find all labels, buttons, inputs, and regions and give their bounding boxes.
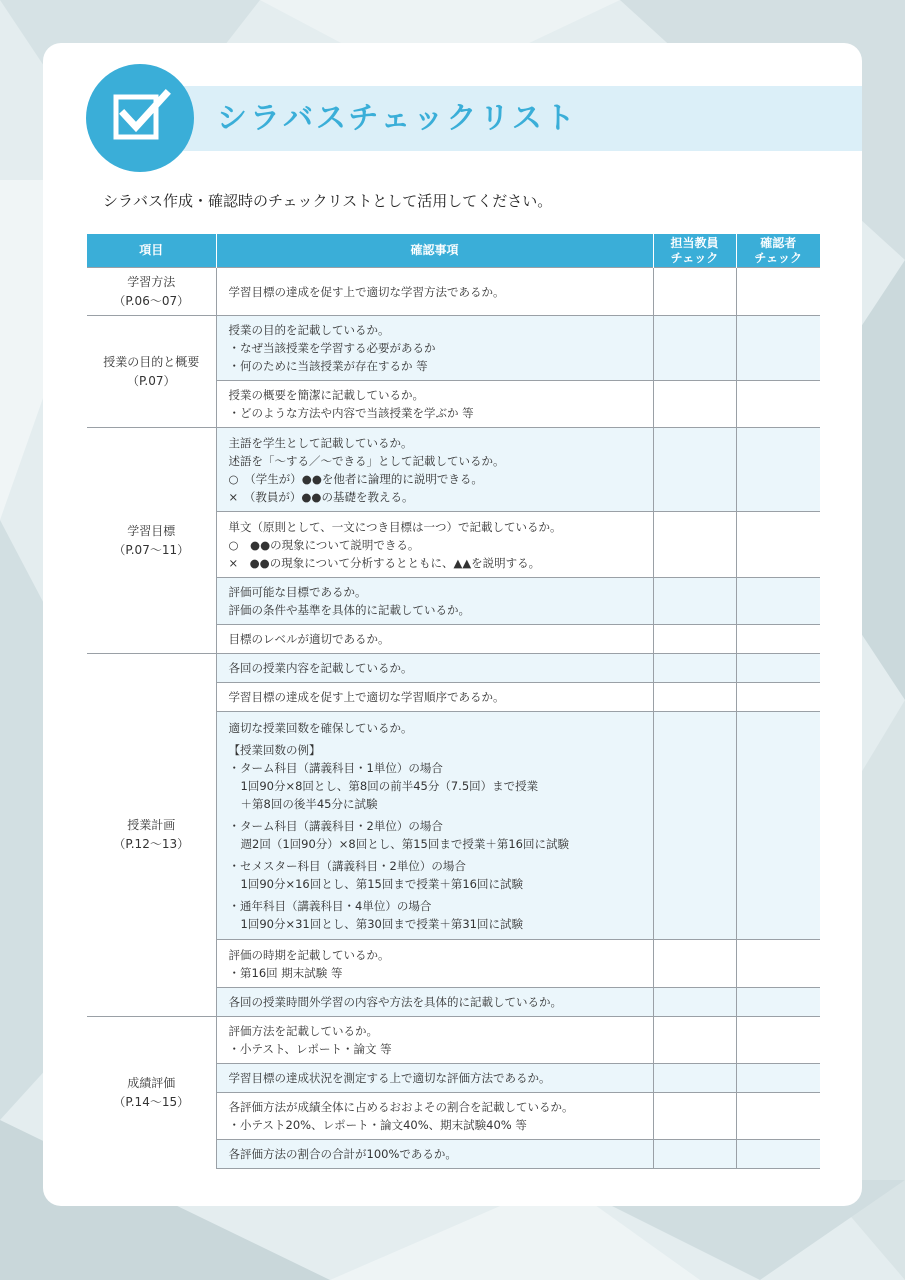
check-item-text: 授業の概要を簡潔に記載しているか。 [228, 388, 424, 402]
teacher-check-cell[interactable] [653, 683, 736, 712]
check-item-text: 評価可能な目標であるか。 [228, 585, 367, 599]
example-body: ＋第8回の後半45分に試験 [240, 796, 378, 811]
category-pages: （P.14〜15） [113, 1094, 190, 1109]
table-row [87, 268, 820, 316]
table-header-row [87, 234, 820, 268]
check-item-text: 授業の目的を記載しているか。 [228, 323, 390, 337]
checker-check-cell[interactable] [736, 988, 820, 1017]
checker-check-cell[interactable] [736, 1064, 820, 1093]
check-item-text: 評価方法を記載しているか。 [228, 1024, 378, 1038]
check-item-text: ・どのような方法や内容で当該授業を学ぶか 等 [228, 406, 474, 420]
checker-check-cell[interactable] [736, 625, 820, 654]
checker-check-cell[interactable] [736, 268, 820, 316]
check-item [216, 1093, 653, 1140]
category-cell [87, 1017, 216, 1169]
header-item: 項目 [87, 234, 216, 268]
teacher-check-cell[interactable] [653, 940, 736, 988]
check-item [216, 1140, 653, 1169]
teacher-check-cell[interactable] [653, 512, 736, 578]
teacher-check-cell[interactable] [653, 712, 736, 940]
example-head: ・通年科目（講義科目・4単位）の場合 [228, 898, 432, 913]
check-item-text: 各評価方法が成績全体に占めるおおよその割合を記載しているか。 [228, 1100, 574, 1114]
table-row [87, 1017, 820, 1064]
table-row [87, 316, 820, 381]
category-cell [87, 428, 216, 654]
teacher-check-cell[interactable] [653, 1017, 736, 1064]
example-head: ・ターム科目（講義科目・1単位）の場合 [228, 760, 443, 775]
intro-text: シラバス作成・確認時のチェックリストとして活用してください。 [103, 192, 553, 210]
category-cell [87, 654, 216, 1017]
category-name: 学習方法 [127, 274, 176, 289]
check-item [216, 1017, 653, 1064]
checker-check-cell[interactable] [736, 1017, 820, 1064]
check-item [216, 625, 653, 654]
teacher-check-cell[interactable] [653, 1093, 736, 1140]
check-item-text: ・なぜ当該授業を学習する必要があるか [228, 341, 436, 355]
checker-check-cell[interactable] [736, 940, 820, 988]
checklist-table [87, 234, 820, 1169]
check-item-text: ・小テスト、レポート・論文 等 [228, 1042, 392, 1056]
check-item-text: 述語を「〜する／〜できる」として記載しているか。 [228, 453, 505, 468]
check-item [216, 654, 653, 683]
teacher-check-cell[interactable] [653, 654, 736, 683]
header-teacher-check [653, 234, 736, 268]
check-item-text: 学習目標の達成を促す上で適切な学習順序であるか。 [228, 690, 505, 704]
category-name: 授業の目的と概要 [103, 354, 200, 369]
category-pages: （P.07〜11） [113, 542, 190, 557]
teacher-check-cell[interactable] [653, 381, 736, 428]
check-item-text: 主語を学生として記載しているか。 [228, 435, 413, 450]
example-body: 1回90分×31回とし、第30回まで授業＋第31回に試験 [240, 916, 523, 931]
checker-check-cell[interactable] [736, 1093, 820, 1140]
category-pages: （P.12〜13） [113, 837, 190, 851]
check-item-text: × ●●の現象について分析するとともに、▲▲を説明する。 [228, 555, 541, 570]
check-item [216, 683, 653, 712]
category-name: 成績評価 [127, 1075, 176, 1090]
example-head: ・ターム科目（講義科目・2単位）の場合 [228, 818, 443, 833]
category-pages: （P.06〜07） [113, 293, 190, 308]
check-item-text: 評価の時期を記載しているか。 [228, 947, 390, 962]
check-item [216, 988, 653, 1017]
check-item-text: 各評価方法の割合の合計が100%であるか。 [228, 1147, 457, 1161]
check-item-text: 学習目標の達成を促す上で適切な学習方法であるか。 [228, 284, 505, 299]
checkbox-icon [86, 64, 194, 172]
checker-check-cell[interactable] [736, 683, 820, 712]
header-teacher-line: 担当教員 [670, 235, 719, 250]
category-pages: （P.07） [127, 373, 176, 388]
example-head: ・セメスター科目（講義科目・2単位）の場合 [228, 858, 466, 873]
teacher-check-cell[interactable] [653, 625, 736, 654]
check-item [216, 712, 653, 940]
teacher-check-cell[interactable] [653, 316, 736, 381]
checker-check-cell[interactable] [736, 316, 820, 381]
checker-check-cell[interactable] [736, 1140, 820, 1169]
header-teacher-line: チェック [670, 250, 719, 265]
teacher-check-cell[interactable] [653, 1064, 736, 1093]
category-cell [87, 316, 216, 428]
check-item-text: 単文（原則として、一文につき目標は一つ）で記載しているか。 [228, 519, 562, 534]
teacher-check-cell[interactable] [653, 988, 736, 1017]
check-item-text: 適切な授業回数を確保しているか。 [228, 720, 413, 735]
check-item [216, 512, 653, 578]
check-item [216, 316, 653, 381]
check-item-text: ・何のために当該授業が存在するか 等 [228, 359, 428, 373]
check-item-text: ○ （学生が）●●を他者に論理的に説明できる。 [228, 471, 483, 486]
example-body: 1回90分×16回とし、第15回まで授業＋第16回に試験 [240, 876, 523, 891]
checker-check-cell[interactable] [736, 712, 820, 940]
category-name: 学習目標 [127, 523, 176, 538]
checker-check-cell[interactable] [736, 512, 820, 578]
category-cell [87, 268, 216, 316]
example-body: 1回90分×8回とし、第8回の前半45分（7.5回）まで授業 [240, 778, 539, 793]
checker-check-cell[interactable] [736, 578, 820, 625]
header-checker-check [736, 234, 820, 268]
check-item [216, 578, 653, 625]
check-item [216, 940, 653, 988]
check-item-text: 評価の条件や基準を具体的に記載しているか。 [228, 603, 470, 617]
header-checker-line: 確認者 [760, 235, 797, 250]
teacher-check-cell[interactable] [653, 1140, 736, 1169]
checker-check-cell[interactable] [736, 381, 820, 428]
category-name: 授業計画 [127, 818, 176, 832]
example-body: 週2回（1回90分）×8回とし、第15回まで授業＋第16回に試験 [240, 836, 569, 851]
check-item-text: ・小テスト20%、レポート・論文40%、期末試験40% 等 [228, 1118, 527, 1132]
check-item-text: ○ ●●の現象について説明できる。 [228, 537, 420, 552]
header-confirm: 確認事項 [216, 234, 653, 268]
check-item [216, 381, 653, 428]
teacher-check-cell[interactable] [653, 268, 736, 316]
check-item [216, 268, 653, 316]
check-item-text: ・第16回 期末試験 等 [228, 965, 343, 980]
check-item-text: 各回の授業内容を記載しているか。 [228, 661, 413, 675]
check-item-text: 各回の授業時間外学習の内容や方法を具体的に記載しているか。 [228, 995, 562, 1009]
checker-check-cell[interactable] [736, 654, 820, 683]
check-item-text: 【授業回数の例】 [228, 742, 321, 757]
checker-check-cell[interactable] [736, 428, 820, 512]
check-item [216, 428, 653, 512]
page-title: シラバスチェックリスト [217, 101, 578, 136]
check-item [216, 1064, 653, 1093]
header-checker-line: チェック [754, 250, 803, 265]
check-item-text: 学習目標の達成状況を測定する上で適切な評価方法であるか。 [228, 1071, 551, 1085]
check-item-text: × （教員が）●●の基礎を教える。 [228, 489, 414, 504]
teacher-check-cell[interactable] [653, 428, 736, 512]
check-item-text: 目標のレベルが適切であるか。 [228, 632, 390, 646]
table-row [87, 428, 820, 512]
table-row [87, 654, 820, 683]
teacher-check-cell[interactable] [653, 578, 736, 625]
